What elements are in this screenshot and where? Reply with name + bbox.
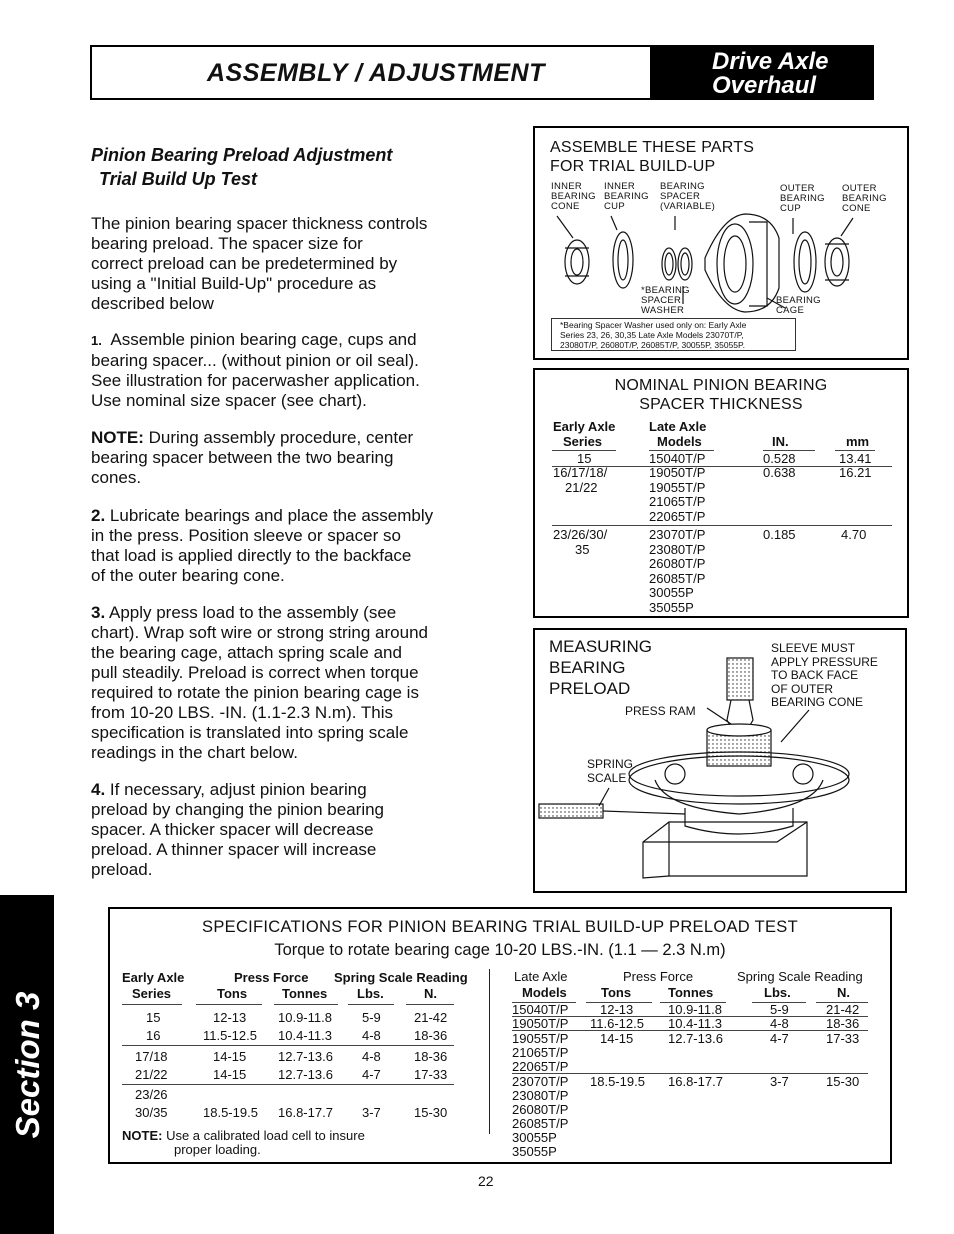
- spacer-series: [553, 466, 607, 495]
- intro-line: bearing preload. The spacer size for: [91, 234, 363, 253]
- left-header-press: Press Force: [234, 970, 309, 985]
- spacer-mm: 4.70: [841, 527, 867, 542]
- cell-tonnes: 12.7-13.6: [278, 1049, 333, 1064]
- panel1-title: [550, 138, 754, 176]
- model-line: 35055P: [649, 599, 694, 615]
- page-title: ASSEMBLY / ADJUSTMENT: [207, 59, 545, 87]
- row-rule: [122, 1045, 454, 1046]
- left-header-spring: Spring Scale Reading: [334, 970, 468, 985]
- sleeve-line: TO BACK FACE: [771, 668, 859, 682]
- cell-tons: 11.5-12.5: [203, 1028, 257, 1043]
- intro-line: using a "Initial Build-Up" procedure as: [91, 274, 377, 293]
- section-tag: [650, 47, 872, 98]
- series-line: 23/26/30/: [553, 527, 608, 542]
- step-1-line: bearing spacer... (without pinion or oil seal).: [91, 351, 419, 370]
- spacer-in: 0.638: [763, 465, 796, 480]
- label-line: CONE: [551, 201, 580, 212]
- step-3: [91, 603, 471, 763]
- cell-model: 19055T/P: [512, 1031, 569, 1046]
- model-line: 23080T/P: [649, 541, 706, 557]
- model-line: 19050T/P: [649, 465, 706, 480]
- cell-lbs: 4-8: [362, 1028, 381, 1043]
- label-line: (VARIABLE): [660, 201, 716, 212]
- col-header-mm: mm: [846, 434, 870, 449]
- label-line: BEARING: [842, 193, 887, 204]
- cell-model: 23080T/P: [512, 1088, 569, 1103]
- cell-model: 15040T/P: [512, 1002, 569, 1017]
- cell-model: 19050T/P: [512, 1016, 569, 1031]
- model-line: 30055P: [649, 585, 694, 600]
- right-header-late: [514, 969, 568, 1001]
- label-line: CUP: [604, 201, 625, 212]
- section-side-tab-label: Section 3: [9, 991, 46, 1139]
- cell-lbs: 4-7: [362, 1067, 381, 1082]
- assemble-parts-panel: [533, 126, 909, 360]
- header-rule: [196, 1004, 262, 1005]
- washer-footnote: [551, 318, 796, 351]
- cell-tonnes: 10.9-11.8: [668, 1002, 722, 1017]
- model-line: 23070T/P: [649, 527, 706, 542]
- cell-n: 17-33: [414, 1067, 448, 1082]
- step-3-line: chart). Wrap soft wire or strong string around: [91, 623, 428, 642]
- col-header-late: [649, 419, 706, 449]
- step-4-line: preload.: [91, 860, 153, 879]
- cell-series: 21/22: [135, 1067, 168, 1082]
- bearing-parts-illustration: [535, 208, 907, 318]
- right-group-models: [512, 1032, 568, 1074]
- label-line: BEARING: [776, 295, 821, 306]
- cell-series: 16: [146, 1028, 161, 1043]
- cell-model: 26085T/P: [512, 1116, 569, 1131]
- cell-lbs: 4-8: [362, 1049, 381, 1064]
- cell-n: 15-30: [414, 1105, 448, 1120]
- label-line: BEARING: [551, 191, 596, 202]
- step-2-line: Lubricate bearings and place the assembly: [109, 506, 434, 525]
- step-3-line: specification is translated into spring scale: [91, 723, 409, 742]
- header-line: Models: [522, 985, 567, 1000]
- header-rule: [406, 1004, 454, 1005]
- note-line: cones.: [91, 468, 142, 487]
- cell-tons: 12-13: [213, 1010, 247, 1025]
- panel1-title-line: FOR TRIAL BUILD-UP: [550, 158, 716, 175]
- step-3-line: the bearing cage, attach spring scale and: [91, 643, 402, 662]
- spec-note-line: proper loading.: [174, 1142, 261, 1157]
- cell-n: 18-36: [414, 1028, 448, 1043]
- left-header-early: [122, 970, 184, 1002]
- cell-lbs: 4-8: [770, 1016, 789, 1031]
- step-4-line: preload by changing the pinion bearing: [91, 800, 385, 819]
- label-line: INNER: [604, 181, 636, 192]
- label-cage: [776, 296, 821, 316]
- cell-model: 35055P: [512, 1144, 557, 1159]
- spec-note-label: NOTE:: [122, 1128, 163, 1143]
- panel3-title-line: BEARING: [549, 658, 626, 677]
- intro-line: correct preload can be predetermined by: [91, 254, 398, 273]
- cell-tons: 18.5-19.5: [590, 1074, 645, 1089]
- footnote-line: 23080T/P, 26080T/P, 26085T/P, 30055P, 35055P.: [560, 340, 745, 350]
- note-line: During assembly procedure, center: [148, 428, 414, 447]
- label-line: BEARING: [660, 181, 705, 192]
- step-4-line: If necessary, adjust pinion bearing: [109, 780, 367, 799]
- right-header-lbs: Lbs.: [764, 985, 791, 1000]
- row-rule: [122, 1084, 454, 1085]
- spacer-in: 0.185: [763, 527, 796, 542]
- spacer-models: [649, 528, 705, 615]
- left-header-tonnes: Tonnes: [282, 986, 328, 1001]
- cell-tons: 14-15: [213, 1067, 247, 1082]
- step-3-line: Apply press load to the assembly (see: [108, 603, 397, 622]
- header-rule: [274, 1004, 338, 1005]
- spring-scale-line: SCALE: [587, 770, 627, 785]
- model-line: 21065T/P: [649, 494, 706, 509]
- step-2-line: that load is applied directly to the backface: [91, 546, 412, 565]
- header-line: Early Axle: [122, 970, 185, 985]
- series-line: 21/22: [565, 479, 598, 495]
- step-1-line: Assemble pinion bearing cage, cups and: [110, 330, 417, 349]
- panel2-title-line: NOMINAL PINION BEARING: [614, 377, 828, 394]
- section-tag-line2: Overhaul: [712, 72, 817, 99]
- header-rule: [122, 1004, 182, 1005]
- right-group-models: [512, 1075, 568, 1159]
- measuring-preload-panel: [533, 628, 907, 893]
- spacer-in: 0.528: [763, 451, 796, 466]
- cell-model: 22065T/P: [512, 1059, 569, 1074]
- right-header-n: N.: [837, 985, 850, 1000]
- header-line: Early Axle: [553, 419, 616, 434]
- cell-tons: 11.6-12.5: [590, 1016, 644, 1031]
- cell-model: 23070T/P: [512, 1074, 569, 1089]
- panel2-title-line: SPACER THICKNESS: [639, 396, 803, 413]
- section-tag-line1: Drive Axle: [712, 48, 829, 75]
- step-2-line: in the press. Position sleeve or spacer so: [91, 526, 401, 545]
- col-header-in: IN.: [772, 434, 789, 449]
- right-header-spring: Spring Scale Reading: [737, 969, 863, 984]
- cell-lbs: 3-7: [770, 1074, 789, 1089]
- sleeve-line: APPLY PRESSURE: [771, 654, 878, 669]
- cell-n: 15-30: [826, 1074, 860, 1089]
- heading-line1: Pinion Bearing Preload Adjustment: [91, 145, 393, 165]
- left-header-n: N.: [424, 986, 437, 1001]
- cell-tons: 14-15: [600, 1031, 634, 1046]
- page-number: 22: [478, 1173, 494, 1189]
- step-4-number: 4.: [91, 780, 106, 799]
- press-illustration: [535, 630, 905, 891]
- step-1: [91, 330, 471, 411]
- sleeve-line: OF OUTER: [771, 681, 833, 696]
- col-header-early: [553, 419, 615, 449]
- series-line: 35: [575, 541, 590, 557]
- press-ram-label: PRESS RAM: [625, 704, 696, 718]
- cell-tons: 18.5-19.5: [203, 1105, 258, 1120]
- step-1-line: See illustration for pacerwasher application.: [91, 371, 420, 390]
- step-1-number: 1.: [91, 333, 102, 348]
- spacer-mm: 16.21: [839, 465, 872, 480]
- spacer-model: 15040T/P: [649, 451, 706, 466]
- note-paragraph: [91, 428, 471, 488]
- panel3-title-line: MEASURING: [549, 637, 652, 656]
- cell-n: 21-42: [414, 1010, 448, 1025]
- label-line: OUTER: [780, 183, 815, 194]
- cell-n: 21-42: [826, 1002, 860, 1017]
- cell-series: 23/26: [135, 1087, 168, 1102]
- spec-subtitle: Torque to rotate bearing cage 10-20 LBS.-IN. (1.1 — 2.3 N.m): [274, 941, 726, 959]
- label-line: CAGE: [776, 305, 805, 316]
- label-line: OUTER: [842, 183, 877, 194]
- heading-line2: Trial Build Up Test: [99, 169, 258, 189]
- model-line: 19055T/P: [649, 479, 706, 495]
- header-line: Series: [132, 986, 172, 1001]
- spring-scale-line: SPRING: [587, 757, 634, 771]
- spacer-thickness-panel: [533, 368, 909, 618]
- step-2: [91, 506, 471, 586]
- step-2-number: 2.: [91, 506, 106, 525]
- cell-model: 30055P: [512, 1130, 557, 1145]
- spec-note-line: Use a calibrated load cell to insure: [166, 1128, 365, 1143]
- step-4: [91, 780, 471, 880]
- label-line: INNER: [551, 181, 583, 192]
- left-header-tons: Tons: [217, 986, 248, 1001]
- cell-tonnes: 12.7-13.6: [278, 1067, 333, 1082]
- cell-lbs: 3-7: [362, 1105, 381, 1120]
- sleeve-line: BEARING CONE: [771, 695, 864, 709]
- header-rule: [348, 1004, 394, 1005]
- cell-n: 17-33: [826, 1031, 860, 1046]
- cell-series: 30/35: [135, 1105, 168, 1120]
- model-line: 26085T/P: [649, 570, 706, 586]
- spec-table-panel: [108, 907, 892, 1164]
- intro-line: described below: [91, 294, 214, 313]
- header-line: Models: [657, 434, 702, 449]
- footnote-line: *Bearing Spacer Washer used only on: Early Axle: [560, 320, 747, 330]
- right-header-press: Press Force: [623, 969, 694, 984]
- model-line: 22065T/P: [649, 508, 706, 524]
- intro-paragraph: [91, 214, 471, 314]
- panel3-title-line: PRELOAD: [549, 679, 631, 698]
- cell-n: 18-36: [414, 1049, 448, 1064]
- step-3-number: 3.: [91, 603, 106, 622]
- panel1-title-line: ASSEMBLE THESE PARTS: [550, 139, 755, 156]
- intro-line: The pinion bearing spacer thickness controls: [91, 214, 428, 233]
- step-3-line: pull steadily. Preload is correct when torque: [91, 663, 419, 682]
- spec-note: [122, 1129, 365, 1157]
- cell-tonnes: 16.8-17.7: [668, 1074, 723, 1089]
- cell-tonnes: 12.7-13.6: [668, 1031, 723, 1046]
- cell-tonnes: 10.4-11.3: [278, 1028, 332, 1043]
- spacer-series: 15: [577, 451, 592, 466]
- table-divider: [489, 969, 490, 1134]
- spacer-models: [649, 466, 705, 524]
- cell-series: 15: [146, 1010, 161, 1025]
- label-line: SPACER: [660, 191, 701, 202]
- cell-n: 18-36: [826, 1016, 860, 1031]
- step-4-line: spacer. A thicker spacer will decrease: [91, 820, 374, 839]
- label-line: SPACER: [641, 295, 682, 306]
- right-header-tons: Tons: [601, 985, 632, 1000]
- right-header-tonnes: Tonnes: [668, 985, 714, 1000]
- cell-lbs: 5-9: [362, 1010, 381, 1025]
- sleeve-line: SLEEVE MUST: [771, 641, 856, 655]
- label-line: BEARING: [604, 191, 649, 202]
- left-header-lbs: Lbs.: [357, 986, 384, 1001]
- step-3-line: required to rotate the pinion bearing cage is: [91, 683, 419, 702]
- header-line: Series: [563, 434, 603, 449]
- cell-model: 21065T/P: [512, 1045, 569, 1060]
- cell-tonnes: 10.9-11.8: [278, 1010, 332, 1025]
- spec-title: SPECIFICATIONS FOR PINION BEARING TRIAL BUILD-UP PRELOAD TEST: [202, 918, 798, 936]
- header-line: Late Axle: [649, 419, 707, 434]
- group-rule: [552, 525, 892, 526]
- model-line: 26080T/P: [649, 556, 706, 571]
- label-washer: [641, 286, 690, 316]
- footnote-line: Series 23, 26, 30,35 Late Axle Models 23070T/P,: [560, 330, 744, 340]
- cell-tons: 12-13: [600, 1002, 634, 1017]
- cell-tons: 14-15: [213, 1049, 247, 1064]
- cell-lbs: 5-9: [770, 1002, 789, 1017]
- step-2-line: of the outer bearing cone.: [91, 566, 285, 585]
- cell-series: 17/18: [135, 1049, 168, 1064]
- header-line: Late Axle: [514, 969, 568, 984]
- cell-tonnes: 10.4-11.3: [668, 1016, 722, 1031]
- step-3-line: readings in the chart below.: [91, 743, 298, 762]
- section-heading: [91, 143, 392, 191]
- series-line: 16/17/18/: [553, 465, 608, 480]
- spacer-series: [553, 528, 607, 557]
- step-3-line: from 10-20 LBS. -IN. (1.1-2.3 N.m). This: [91, 703, 393, 722]
- note-line: bearing spacer between the two bearing: [91, 448, 394, 467]
- cell-model: 26080T/P: [512, 1102, 569, 1117]
- note-label: NOTE:: [91, 428, 144, 447]
- cell-tonnes: 16.8-17.7: [278, 1105, 333, 1120]
- spacer-mm: 13.41: [839, 451, 872, 466]
- step-4-line: preload. A thinner spacer will increase: [91, 840, 377, 859]
- cell-lbs: 4-7: [770, 1031, 789, 1046]
- panel2-title: [535, 376, 907, 414]
- label-line: CUP: [780, 203, 801, 214]
- label-line: *BEARING: [641, 285, 690, 296]
- step-1-line: Use nominal size spacer (see chart).: [91, 391, 367, 410]
- page-header: [90, 45, 874, 100]
- label-line: CONE: [842, 203, 871, 214]
- label-line: BEARING: [780, 193, 825, 204]
- label-line: WASHER: [641, 305, 685, 316]
